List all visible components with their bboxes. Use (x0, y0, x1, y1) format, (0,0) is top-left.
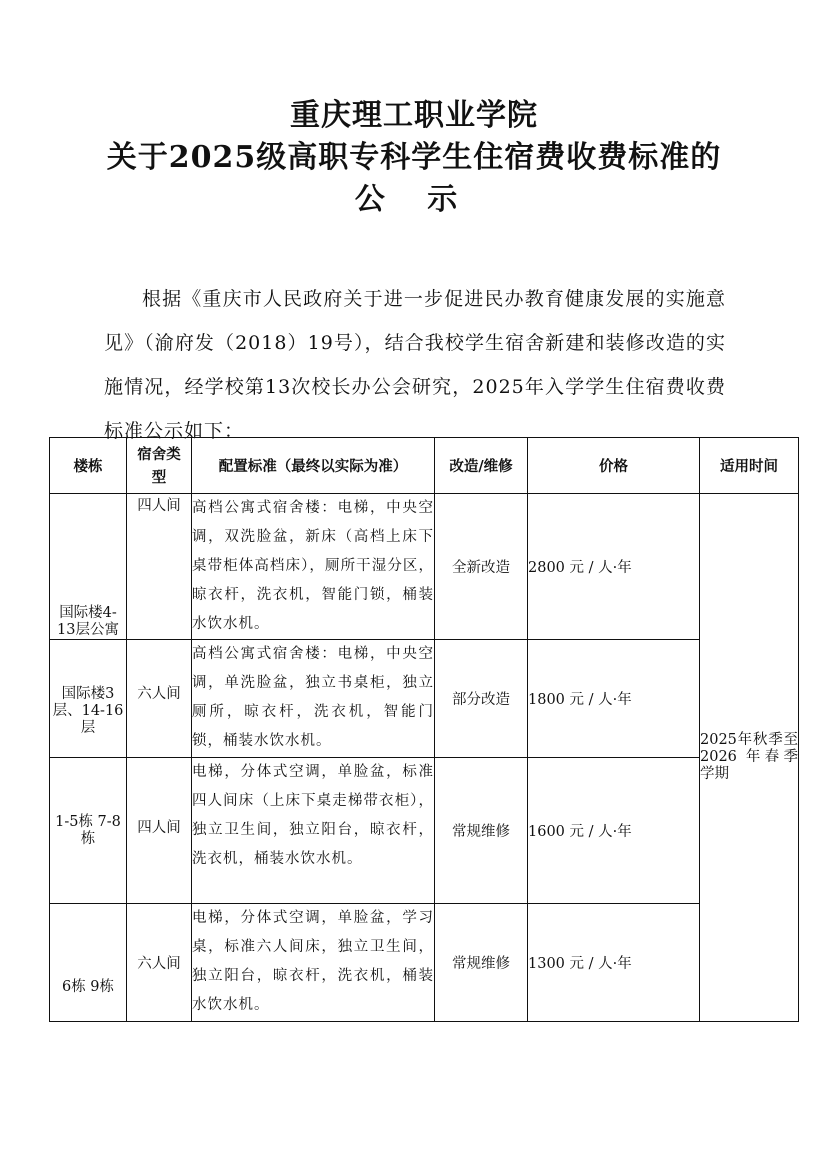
header-period: 适用时间 (700, 438, 799, 494)
header-price: 价格 (528, 438, 700, 494)
header-room-type: 宿舍类型 (127, 438, 192, 494)
room-type-cell: 六人间 (127, 640, 192, 758)
renovation-cell: 部分改造 (435, 640, 528, 758)
price-cell: 1300 元 / 人·年 (528, 904, 700, 1022)
table-row (50, 904, 799, 1022)
room-type-cell: 六人间 (127, 904, 192, 1022)
table-header-row (50, 438, 799, 494)
intro-paragraph: 根据《重庆市人民政府关于进一步促进民办教育健康发展的实施意见》（渝府发（2018）19号），结合我校学生宿舍新建和装修改造的实施情况，经学校第13次校长办公会研究，2025年入学学生住宿费收费标准公示如下： (104, 288, 726, 442)
table-row (50, 758, 799, 904)
title-line-subject: 关于2025级高职专科学生住宿费收费标准的 (106, 140, 722, 175)
period-cell (700, 494, 799, 1022)
table-row (50, 640, 799, 758)
building-cell: 国际楼3层、14-16层 (50, 640, 127, 758)
header-renovation: 改造/维修 (435, 438, 528, 494)
price-cell: 1800 元 / 人·年 (528, 640, 700, 758)
header-config: 配置标准（最终以实际为准） (192, 438, 435, 494)
price-cell: 2800 元 / 人·年 (528, 494, 700, 640)
title-line-school: 重庆理工职业学院 (290, 98, 538, 133)
building-cell: 6栋 9栋 (50, 904, 127, 1022)
renovation-cell: 常规维修 (435, 758, 528, 904)
renovation-cell: 全新改造 (435, 494, 528, 640)
title-line-notice: 公 示 (354, 182, 474, 217)
room-type-cell: 四人间 (127, 494, 192, 640)
building-cell: 1-5栋 7-8栋 (50, 758, 127, 904)
config-cell: 高档公寓式宿舍楼：电梯，中央空调，单洗脸盆，独立书桌柜，独立厕所，晾衣杆，洗衣机，智能门锁，桶装水饮水机。 (192, 640, 435, 758)
renovation-cell: 常规维修 (435, 904, 528, 1022)
fee-table (49, 437, 799, 1022)
config-cell: 电梯，分体式空调，单脸盆，学习桌，标准六人间床，独立卫生间，独立阳台，晾衣杆，洗衣机，桶装水饮水机。 (192, 904, 435, 1022)
document-title (0, 95, 828, 221)
config-cell: 高档公寓式宿舍楼：电梯，中央空调，双洗脸盆，新床（高档上床下桌带柜体高档床），厕所干湿分区，晾衣杆，洗衣机，智能门锁，桶装水饮水机。 (192, 494, 435, 640)
table-row (50, 494, 799, 640)
building-cell: 国际楼4-13层公寓 (50, 494, 127, 640)
price-cell: 1600 元 / 人·年 (528, 758, 700, 904)
period-text: 2025年秋季至 2026 年春季学期 (700, 732, 798, 782)
header-building: 楼栋 (50, 438, 127, 494)
room-type-cell: 四人间 (127, 758, 192, 904)
config-cell: 电梯，分体式空调，单脸盆，标准四人间床（上床下桌走梯带衣柜），独立卫生间，独立阳台，晾衣杆，洗衣机，桶装水饮水机。 (192, 758, 435, 904)
